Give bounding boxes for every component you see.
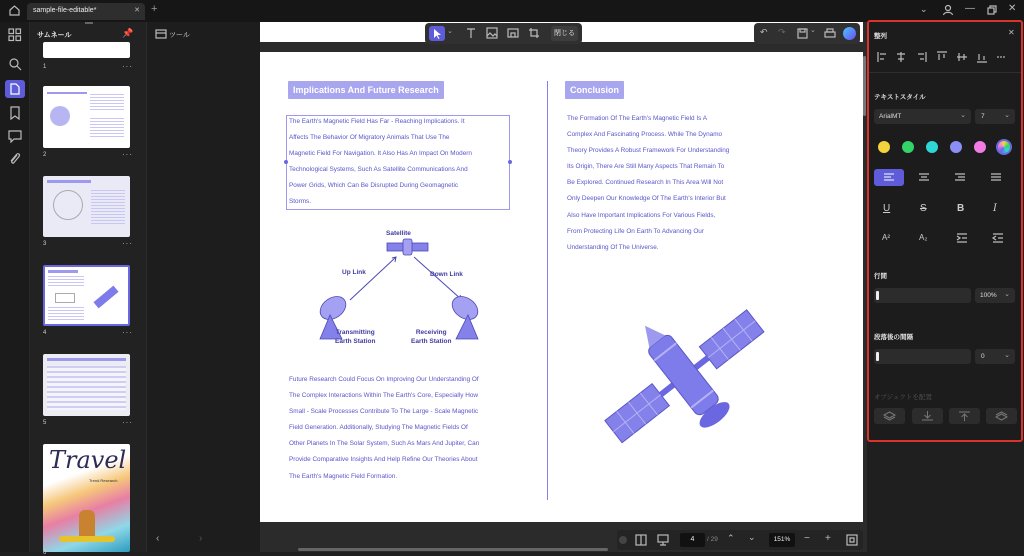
thumbnail-page-6[interactable] bbox=[43, 444, 130, 552]
chevron-down-icon: ⌄ bbox=[1004, 352, 1010, 359]
text-line: Field Generation. Additionally, Studying The Magnetic Fields Of bbox=[289, 424, 468, 432]
thumbnail-number: 6 bbox=[43, 550, 47, 556]
color-swatch-cyan[interactable] bbox=[926, 141, 938, 153]
link-tool-icon[interactable] bbox=[507, 27, 519, 39]
collapse-bar-icon[interactable] bbox=[619, 536, 627, 544]
label-satellite: Satellite bbox=[386, 230, 411, 237]
line-spacing-value: 100% bbox=[980, 292, 997, 299]
text-style-title: テキストスタイル bbox=[874, 94, 926, 101]
text-line: Power Grids, Which Can Be Disrupted During Geomagnetic bbox=[289, 182, 459, 190]
align-title: 整列 bbox=[874, 33, 887, 40]
paragraph-future-research[interactable] bbox=[289, 372, 479, 485]
bring-forward-button[interactable] bbox=[912, 408, 943, 424]
thumbnail-number: 5 bbox=[43, 420, 47, 426]
font-size-value: 7 bbox=[981, 113, 985, 120]
paragraph-spacing-select[interactable] bbox=[975, 349, 1015, 364]
restore-icon[interactable] bbox=[987, 5, 997, 15]
save-icon[interactable] bbox=[797, 28, 808, 39]
thumbnail-more-icon[interactable]: ··· bbox=[122, 328, 133, 337]
thumbnail-more-icon[interactable]: ··· bbox=[122, 418, 133, 427]
align-middle-icon[interactable] bbox=[957, 53, 967, 61]
text-align-left-button[interactable] bbox=[874, 169, 904, 186]
label-line: Earth Station bbox=[411, 338, 452, 345]
thumbnail-more-icon[interactable]: ··· bbox=[122, 239, 133, 248]
alignment-row bbox=[877, 51, 1012, 63]
thumbnail-page-2[interactable] bbox=[43, 86, 130, 148]
underline-icon[interactable]: U bbox=[883, 203, 891, 214]
document-tab[interactable] bbox=[27, 3, 145, 20]
text-align-left-icon bbox=[874, 169, 904, 186]
font-family-select[interactable] bbox=[874, 109, 971, 124]
text-properties-panel bbox=[867, 20, 1023, 442]
satellite-figure bbox=[387, 239, 428, 255]
text-justify-icon[interactable] bbox=[989, 170, 1003, 184]
line-spacing-label: 行間 bbox=[874, 273, 887, 280]
close-tab-icon[interactable]: ✕ bbox=[134, 7, 140, 14]
grid-icon[interactable] bbox=[8, 28, 22, 42]
font-size-select[interactable] bbox=[975, 109, 1015, 124]
align-right-icon[interactable] bbox=[918, 52, 926, 62]
label-line: Earth Station bbox=[335, 338, 376, 345]
scroll-grip[interactable] bbox=[85, 22, 93, 24]
layers-back-icon bbox=[986, 408, 1017, 424]
superscript-icon[interactable]: A² bbox=[882, 233, 890, 242]
document-page bbox=[260, 52, 863, 522]
image-tool-icon[interactable] bbox=[486, 27, 498, 39]
text-line: Future Research Could Focus On Improving Our Understanding Of bbox=[289, 376, 479, 383]
thumbnail-more-icon[interactable]: ··· bbox=[122, 62, 133, 71]
thumbnail-page-1[interactable] bbox=[43, 42, 130, 58]
subscript-icon[interactable]: A₂ bbox=[919, 233, 928, 242]
tab-title: sample-file-editable* bbox=[33, 7, 97, 14]
paragraph-implications[interactable] bbox=[289, 114, 472, 211]
next-page-icon[interactable]: ⌄ bbox=[748, 532, 756, 542]
tools-panel bbox=[147, 22, 260, 552]
tools-icon[interactable] bbox=[155, 28, 167, 40]
text-align-center-icon[interactable] bbox=[917, 170, 931, 184]
bold-icon[interactable]: B bbox=[957, 203, 965, 214]
chevron-down-icon[interactable]: ⌄ bbox=[920, 4, 928, 14]
text-line: The Complex Interactions Within The Earth's Core, Especially How bbox=[289, 392, 478, 400]
chevron-down-icon[interactable]: ⌄ bbox=[447, 28, 453, 35]
downlink-arrow bbox=[414, 257, 462, 300]
thumbnail-number: 1 bbox=[43, 64, 47, 70]
line-spacing-slider[interactable] bbox=[874, 288, 971, 303]
thumbnail-more-icon[interactable]: ··· bbox=[122, 150, 133, 159]
page-total: / 29 bbox=[707, 536, 718, 543]
color-picker-icon[interactable] bbox=[996, 139, 1012, 155]
thumbnail-travel-sub: Trend Research bbox=[89, 478, 118, 483]
text-line: Technological Systems, Such As Satellite Communications And bbox=[289, 166, 468, 174]
page-number-input[interactable]: 4 bbox=[680, 533, 705, 547]
thumbnail-page-3[interactable] bbox=[43, 176, 130, 237]
text-line: Theory Provides A Robust Framework For Understanding bbox=[567, 147, 730, 155]
thumbnail-page-4[interactable] bbox=[43, 265, 130, 326]
thumbnail-number: 3 bbox=[43, 241, 47, 247]
slider-handle[interactable] bbox=[876, 291, 879, 300]
pin-icon[interactable]: 📌 bbox=[122, 28, 134, 38]
search-icon[interactable] bbox=[8, 57, 22, 71]
chevron-down-icon: ⌄ bbox=[960, 112, 966, 119]
thumbnails-panel bbox=[30, 22, 147, 556]
vertical-scrollbar[interactable] bbox=[863, 56, 866, 116]
zoom-out-icon[interactable]: − bbox=[804, 533, 810, 544]
text-line: Small - Scale Processes Contribute To The Large - Scale Magnetic bbox=[289, 408, 479, 416]
bring-to-front-button[interactable] bbox=[874, 408, 905, 424]
page-icon bbox=[10, 83, 20, 95]
select-tool-button[interactable] bbox=[429, 26, 445, 41]
arrow-down-layer-icon bbox=[912, 408, 943, 424]
text-line: Understanding Of The Universe. bbox=[567, 243, 659, 251]
undo-icon[interactable]: ↶ bbox=[760, 27, 768, 37]
send-to-back-button[interactable] bbox=[986, 408, 1017, 424]
label-uplink: Up Link bbox=[342, 269, 366, 276]
label-downlink: Down Link bbox=[430, 271, 463, 278]
thumbnails-title: サムネール bbox=[37, 32, 72, 39]
chevron-down-icon: ⌄ bbox=[1004, 112, 1010, 119]
previous-page-icon[interactable]: ⌃ bbox=[727, 533, 735, 543]
text-line: Its Origin, There Are Still Many Aspects That Remain To bbox=[567, 163, 725, 171]
indent-icon[interactable] bbox=[955, 231, 969, 245]
horizontal-scrollbar[interactable] bbox=[298, 548, 608, 551]
thumbnail-page-5[interactable] bbox=[43, 354, 130, 416]
paragraph-spacing-label: 段落後の間隔 bbox=[874, 334, 913, 341]
collapse-left-icon[interactable]: ‹ bbox=[156, 533, 160, 544]
account-icon[interactable] bbox=[942, 4, 954, 16]
text-line: Be Explored. Continued Research In This Area Will Not bbox=[567, 179, 724, 187]
line-spacing-select[interactable] bbox=[975, 288, 1015, 303]
presentation-icon[interactable] bbox=[657, 534, 669, 546]
minimize-icon[interactable]: — bbox=[965, 3, 975, 14]
align-bottom-icon[interactable] bbox=[977, 54, 987, 62]
zoom-in-icon[interactable]: + bbox=[825, 533, 831, 544]
fit-page-icon[interactable] bbox=[846, 534, 858, 546]
uplink-arrow bbox=[350, 257, 396, 300]
paragraph-spacing-slider[interactable] bbox=[874, 349, 971, 364]
ai-assistant-icon[interactable] bbox=[843, 27, 856, 40]
satellite-illustration[interactable] bbox=[585, 297, 785, 457]
align-top-icon[interactable] bbox=[937, 52, 947, 60]
left-rail bbox=[0, 22, 30, 552]
edit-toolbar bbox=[425, 23, 582, 44]
strikethrough-icon[interactable]: S bbox=[920, 203, 927, 214]
color-swatch-yellow[interactable] bbox=[878, 141, 890, 153]
title-bar bbox=[0, 0, 1024, 22]
label-line: Receiving bbox=[415, 329, 447, 336]
page-layout-icon[interactable] bbox=[635, 534, 647, 546]
page-toolbar bbox=[754, 23, 860, 44]
new-tab-icon[interactable]: + bbox=[151, 3, 158, 15]
label-transmitting bbox=[335, 328, 375, 346]
text-align-right-icon[interactable] bbox=[953, 170, 967, 184]
font-family-value: ArialMT bbox=[879, 113, 902, 120]
text-line: Affects The Behavior Of Migratory Animals That Use The bbox=[289, 134, 450, 142]
receiving-dish bbox=[448, 292, 482, 339]
text-line: Other Planets In The Solar System, Such As Mars And Jupiter, Can bbox=[289, 440, 480, 448]
text-line: Only Deepen Our Knowledge Of The Earth's Interior But bbox=[567, 195, 726, 203]
resize-handle-left[interactable] bbox=[284, 160, 288, 164]
attachment-icon[interactable] bbox=[8, 152, 22, 166]
resize-handle-right[interactable] bbox=[508, 160, 512, 164]
text-line: The Earth's Magnetic Field Has Far - Reaching Implications. It bbox=[289, 118, 465, 125]
thumbnails-rail-button[interactable] bbox=[5, 80, 25, 98]
comment-icon[interactable] bbox=[8, 129, 22, 143]
label-line: Transmitting bbox=[335, 329, 375, 336]
crop-tool-icon[interactable] bbox=[528, 27, 540, 39]
arrow-up-layer-icon bbox=[949, 408, 980, 424]
text-line: Provide Comparative Insights And Help Refine Our Theories About bbox=[289, 456, 478, 464]
thumbnail-travel-text: Travel bbox=[49, 446, 127, 474]
home-icon[interactable] bbox=[8, 4, 21, 17]
paragraph-conclusion[interactable] bbox=[567, 111, 729, 256]
heading-conclusion[interactable]: Conclusion bbox=[565, 81, 624, 99]
pointer-icon bbox=[429, 26, 445, 41]
column-divider bbox=[547, 81, 548, 500]
close-edit-button[interactable]: 閉じる bbox=[551, 26, 578, 41]
chevron-down-icon: ⌄ bbox=[1004, 291, 1010, 298]
page-navigation-bar bbox=[617, 530, 863, 550]
divider bbox=[869, 72, 1021, 73]
label-receiving bbox=[411, 328, 451, 346]
align-left-icon[interactable] bbox=[878, 52, 886, 62]
text-line: Also Have Important Implications For Various Fields, bbox=[567, 211, 716, 219]
text-line: Complex And Fascinating Process. While The Dynamo bbox=[567, 131, 723, 139]
chevron-down-icon[interactable]: ⌄ bbox=[810, 27, 816, 34]
close-window-icon[interactable]: ✕ bbox=[1008, 3, 1017, 14]
paragraph-spacing-value: 0 bbox=[981, 353, 985, 360]
thumbnail-number: 4 bbox=[43, 330, 47, 336]
print-icon[interactable] bbox=[824, 28, 836, 39]
collapse-right-icon[interactable]: › bbox=[199, 533, 203, 544]
tools-label[interactable]: ツール bbox=[169, 32, 190, 39]
slider-handle[interactable] bbox=[876, 352, 879, 361]
redo-icon[interactable]: ↷ bbox=[778, 27, 786, 37]
layers-icon bbox=[874, 408, 905, 424]
heading-implications[interactable]: Implications And Future Research bbox=[288, 81, 444, 99]
send-backward-button[interactable] bbox=[949, 408, 980, 424]
align-center-h-icon[interactable] bbox=[897, 52, 905, 62]
color-swatch-green[interactable] bbox=[902, 141, 914, 153]
thumbnail-number: 2 bbox=[43, 152, 47, 158]
close-panel-icon[interactable]: ✕ bbox=[1008, 28, 1015, 37]
color-swatch-purple[interactable] bbox=[950, 141, 962, 153]
text-line: From Protecting Life On Earth To Advancing Our bbox=[567, 227, 704, 235]
more-icon[interactable] bbox=[997, 56, 1005, 58]
satellite-diagram[interactable] bbox=[300, 224, 500, 352]
color-swatch-pink[interactable] bbox=[974, 141, 986, 153]
text-line: The Earth's Magnetic Field Formation. bbox=[289, 472, 398, 480]
text-tool-icon[interactable] bbox=[465, 27, 477, 39]
outdent-icon[interactable] bbox=[991, 231, 1005, 245]
arrange-objects-label: オブジェクトを配置 bbox=[874, 394, 932, 401]
italic-icon[interactable]: I bbox=[993, 203, 997, 214]
text-line: Magnetic Field For Navigation. It Also Has An Impact On Modern bbox=[289, 150, 472, 158]
zoom-level[interactable]: 151% bbox=[769, 533, 795, 547]
text-line: The Formation Of The Earth's Magnetic Field Is A bbox=[567, 115, 707, 122]
text-line: Storms. bbox=[289, 198, 312, 206]
bookmark-icon[interactable] bbox=[8, 106, 22, 120]
